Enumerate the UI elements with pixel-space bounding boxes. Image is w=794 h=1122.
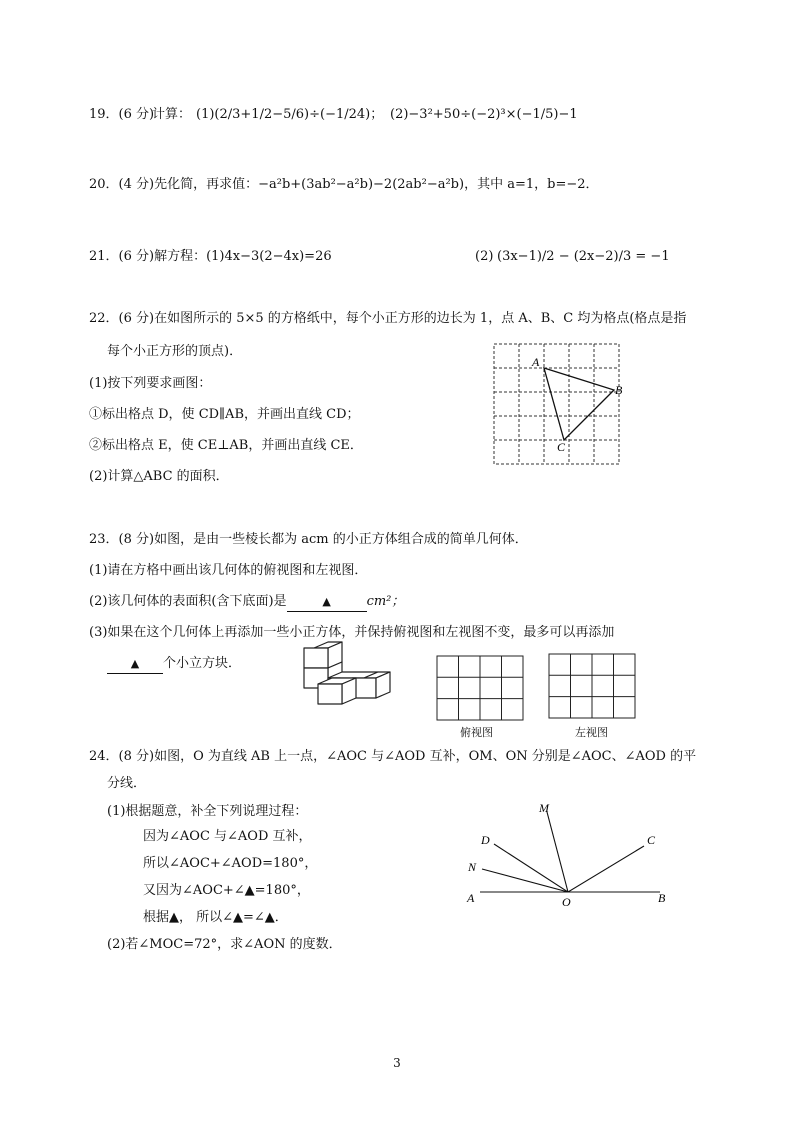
q23-line1: 23．(8 分)如图，是由一些棱长都为 acm 的小正方体组合成的简单几何体． [89, 532, 528, 547]
q22-line4: ①标出格点 D，使 CD∥AB，并画出直线 CD； [89, 407, 360, 422]
label-m: M [539, 801, 549, 815]
q22-line3: (1)按下列要求画图： [89, 376, 212, 391]
top-view-label: 俯视图 [460, 726, 493, 739]
top-view-grid[interactable] [436, 655, 526, 723]
answer-blank-surface-area[interactable]: ▲ [287, 593, 367, 612]
label-c: C [557, 440, 566, 454]
q22-line5: ②标出格点 E，使 CE⊥AB，并画出直线 CE． [89, 438, 363, 453]
q19-label: 计算： [152, 107, 192, 122]
label-b2: B [658, 891, 666, 905]
q23-line4: (3)如果在这个几何体上再添加一些小正方体，并保持俯视图和左视图不变，最多可以再添加 [89, 625, 615, 640]
label-o: O [562, 895, 571, 909]
q22-grid-figure [488, 340, 628, 470]
q24-angle-figure [462, 798, 682, 910]
q23-line3-unit: cm²； [366, 594, 405, 609]
q23-line5-text: 个小立方块． [163, 656, 242, 671]
q23-line2: (1)请在方格中画出该几何体的俯视图和左视图． [89, 563, 368, 578]
left-view-label: 左视图 [575, 726, 608, 739]
q23-solid-figure [298, 640, 408, 710]
q21-part1: 21．(6 分)解方程：(1)4x−3(2−4x)=26 [89, 249, 332, 264]
answer-blank-cube-count[interactable]: ▲ [107, 655, 163, 674]
q22-line1: 22．(6 分)在如图所示的 5×5 的方格纸中，每个小正方形的边长为 1，点 A、B、C 均为格点(格点是指 [89, 311, 687, 326]
q21-part2-equation: (3x−1)/2 − (2x−2)/3 = −1 [497, 249, 670, 264]
q24-line5: 所以∠AOC+∠AOD=180°， [143, 856, 318, 871]
label-d: D [481, 833, 490, 847]
q24-line1: 24．(8 分)如图，O 为直线 AB 上一点，∠AOC 与∠AOD 互补，OM、ON 分别是∠AOC、∠AOD 的平 [89, 749, 697, 764]
q24-line2: 分线． [107, 776, 147, 791]
q22-line6: (2)计算△ABC 的面积． [89, 469, 229, 484]
q19-number: 19．(6 分) [89, 107, 155, 122]
q24-line4: 因为∠AOC 与∠AOD 互补， [143, 829, 312, 844]
label-a2: A [467, 891, 475, 905]
label-n: N [468, 860, 477, 874]
q24-line3: (1)根据题意，补全下列说理过程： [107, 804, 308, 819]
q23-line3 [89, 593, 404, 612]
label-b: B [615, 383, 623, 397]
label-a: A [532, 355, 540, 369]
label-c2: C [647, 833, 656, 847]
left-view-grid[interactable] [548, 653, 638, 721]
q24-line8: (2)若∠MOC=72°，求∠AON 的度数． [107, 937, 342, 952]
triangle-abc [544, 368, 614, 440]
q19-part2: (2)−3²+50÷(−2)³×(−1/5)−1 [390, 107, 578, 122]
q20-text: 20．(4 分)先化简，再求值：−a²b+(3ab²−a²b)−2(2ab²−a²b)，其中 a=1，b=−2． [89, 177, 599, 192]
q23-line3-text: (2)该几何体的表面积(含下底面)是 [89, 594, 287, 609]
q24-line7: 根据▲， 所以∠▲=∠▲． [143, 910, 288, 925]
q21-part2-label: (2) [475, 249, 494, 264]
q22-line2: 每个小正方形的顶点)． [107, 344, 243, 359]
q24-line6: 又因为∠AOC+∠▲=180°， [143, 883, 310, 898]
q23-line5 [107, 655, 241, 674]
page-number: 3 [393, 1056, 401, 1070]
q19-part1: (1)(2/3+1/2−5/6)÷(−1/24)； [196, 107, 384, 122]
